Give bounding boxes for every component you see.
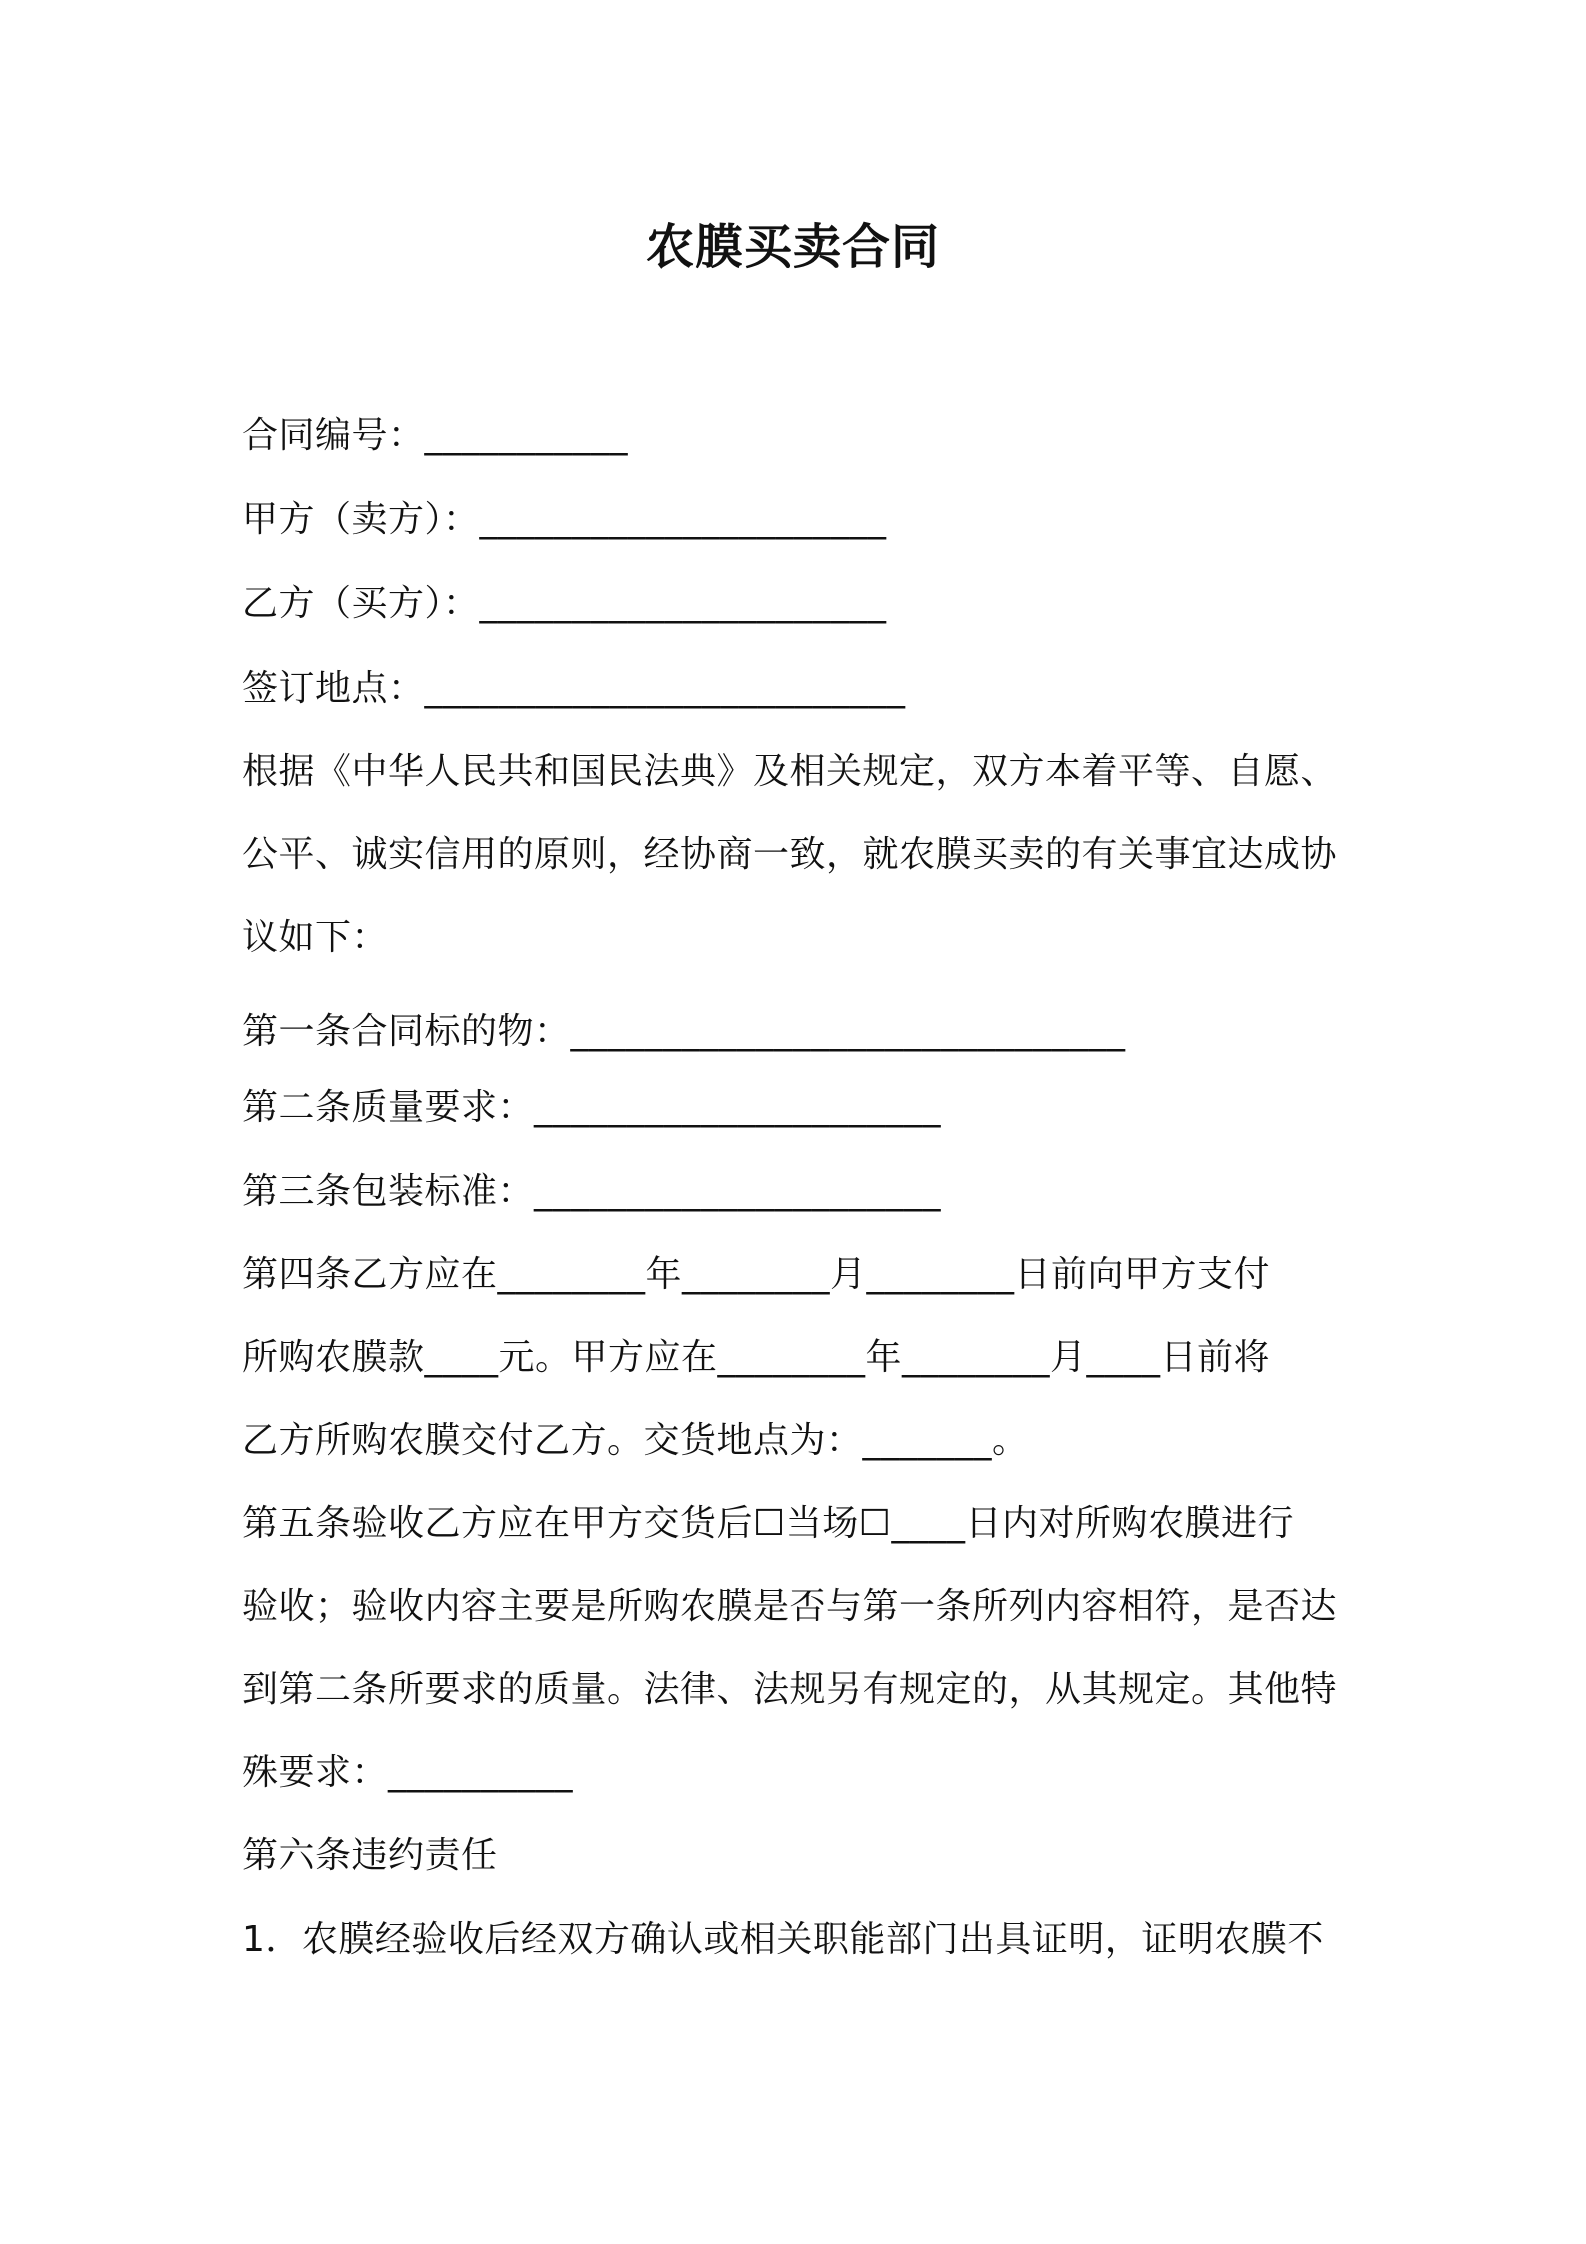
article-4-line-1: 第四条乙方应在________年________月________日前向甲方支付 bbox=[242, 1254, 1271, 1295]
article-5-line-3: 到第二条所要求的质量。法律、法规另有规定的，从其规定。其他特 bbox=[242, 1669, 1338, 1710]
preamble-line-1: 根据《中华人民共和国民法典》及相关规定，双方本着平等、自愿、 bbox=[242, 751, 1338, 792]
contract-number-line: 合同编号：___________ bbox=[242, 415, 629, 456]
document-title: 农膜买卖合同 bbox=[645, 219, 940, 275]
article-6-item-1-line: 1．农膜经验收后经双方确认或相关职能部门出具证明，证明农膜不 bbox=[242, 1919, 1324, 1960]
article-5-line-1: 第五条验收乙方应在甲方交货后☐当场☐____日内对所购农膜进行 bbox=[242, 1503, 1295, 1544]
party-b-line: 乙方（买方）：______________________ bbox=[242, 583, 887, 624]
article-5-line-4: 殊要求：__________ bbox=[242, 1752, 574, 1793]
article-3-line: 第三条包装标准：______________________ bbox=[242, 1171, 942, 1212]
article-1-line: 第一条合同标的物：______________________________ bbox=[242, 1011, 1126, 1052]
article-6-heading: 第六条违约责任 bbox=[242, 1835, 498, 1876]
article-4-line-3: 乙方所购农膜交付乙方。交货地点为：_______。 bbox=[242, 1420, 1029, 1461]
signing-place-line: 签订地点：__________________________ bbox=[242, 668, 906, 709]
article-2-line: 第二条质量要求：______________________ bbox=[242, 1087, 942, 1128]
preamble-line-2: 公平、诚实信用的原则，经协商一致，就农膜买卖的有关事宜达成协 bbox=[242, 834, 1338, 875]
article-4-line-2: 所购农膜款____元。甲方应在________年________月____日前将 bbox=[242, 1337, 1271, 1378]
party-a-line: 甲方（卖方）：______________________ bbox=[242, 499, 887, 540]
article-5-line-2: 验收；验收内容主要是所购农膜是否与第一条所列内容相符，是否达 bbox=[242, 1586, 1338, 1627]
preamble-line-3: 议如下： bbox=[242, 917, 389, 958]
